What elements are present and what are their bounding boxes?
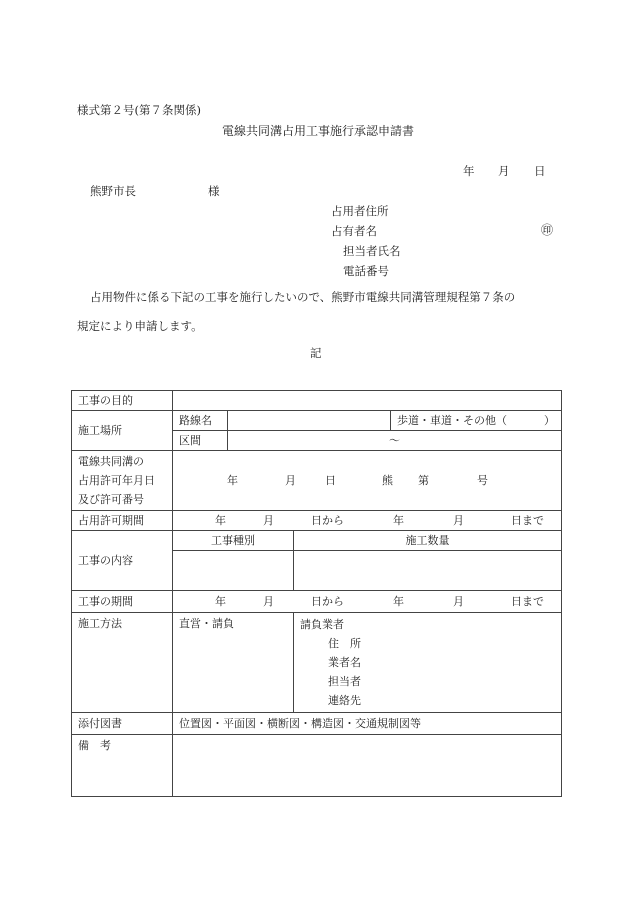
row-content-header <box>72 531 562 551</box>
work-type-header: 工事種別 <box>173 531 294 551</box>
permit-period-month-to: 月 <box>453 513 464 527</box>
permit-label-line-2: 占用許可年月日 <box>78 474 155 487</box>
row-method <box>72 613 562 713</box>
permit-label-line-3: 及び許可番号 <box>78 493 144 506</box>
location-label: 施工場所 <box>72 411 173 451</box>
permit-go: 号 <box>477 473 488 487</box>
permit-month: 月 <box>285 473 296 487</box>
work-type-field[interactable] <box>173 551 294 591</box>
contact-person-label: 担当者氏名 <box>343 244 401 258</box>
road-type-options: 歩道・車道・その他（ <box>397 413 507 427</box>
applicant-name-label: 占有者名 <box>331 224 377 238</box>
permit-day: 日 <box>325 473 336 487</box>
permit-year: 年 <box>227 473 238 487</box>
work-period-label: 工事の期間 <box>72 591 173 613</box>
content-label: 工事の内容 <box>72 531 173 591</box>
body-text-line-1: 占用物件に係る下記の工事を施行したいので、熊野市電線共同溝管理規程第７条の <box>90 290 516 304</box>
addressee-suffix: 様 <box>208 184 220 198</box>
permit-period-field[interactable] <box>173 511 562 531</box>
seal-mark: ㊞ <box>541 223 554 237</box>
permit-kuma: 熊 <box>382 473 393 487</box>
addressee: 熊野市長 <box>90 184 136 198</box>
work-period-year-from: 年 <box>215 594 226 608</box>
date-year-label: 年 <box>463 164 475 178</box>
contractor-address-label: 住 所 <box>328 637 361 650</box>
contractor-contact-label: 連絡先 <box>328 694 361 707</box>
attachments-value: 位置図・平面図・横断図・構造図・交通規制図等 <box>173 713 562 735</box>
remarks-label: 備 考 <box>72 735 173 797</box>
row-attachments <box>72 713 562 735</box>
body-text-line-2: 規定により申請します。 <box>77 319 203 333</box>
work-period-field[interactable] <box>173 591 562 613</box>
road-type-close: ） <box>544 413 555 427</box>
row-location-route <box>72 411 562 431</box>
permit-period-year-from: 年 <box>215 513 226 527</box>
row-purpose <box>72 391 562 411</box>
work-period-month-to: 月 <box>453 594 464 608</box>
row-work-period <box>72 591 562 613</box>
work-period-day-to: 日まで <box>511 594 544 608</box>
row-permit <box>72 451 562 511</box>
date-month-label: 月 <box>498 164 510 178</box>
row-permit-period <box>72 511 562 531</box>
row-remarks <box>72 735 562 797</box>
permit-period-month-from: 月 <box>263 513 274 527</box>
application-form-table <box>71 390 562 797</box>
date-day-label: 日 <box>534 164 546 178</box>
document-title: 電線共同溝占用工事施行承認申請書 <box>222 124 415 138</box>
ki-label: 記 <box>310 346 322 360</box>
section-label: 区間 <box>173 431 228 451</box>
remarks-field[interactable] <box>173 735 562 797</box>
method-options[interactable]: 直営・請負 <box>173 613 294 713</box>
contractor-name-label: 業者名 <box>328 656 361 669</box>
work-quantity-field[interactable] <box>294 551 562 591</box>
purpose-label: 工事の目的 <box>72 391 173 411</box>
method-label: 施工方法 <box>72 613 173 713</box>
section-field[interactable] <box>228 431 562 451</box>
permit-period-label: 占用許可期間 <box>72 511 173 531</box>
work-period-month-from: 月 <box>263 594 274 608</box>
route-label: 路線名 <box>173 411 228 431</box>
purpose-field[interactable] <box>173 391 562 411</box>
road-type-cell[interactable] <box>391 411 562 431</box>
applicant-address-label: 占用者住所 <box>331 204 389 218</box>
phone-label: 電話番号 <box>343 264 389 278</box>
contractor-person-label: 担当者 <box>328 675 361 688</box>
permit-period-year-to: 年 <box>393 513 404 527</box>
contractor-label: 請負業者 <box>300 618 344 631</box>
permit-period-day-to: 日まで <box>511 513 544 527</box>
work-quantity-header: 施工数量 <box>294 531 562 551</box>
work-period-day-from: 日から <box>311 594 344 608</box>
route-field[interactable] <box>228 411 391 431</box>
permit-dai: 第 <box>418 473 429 487</box>
section-tilde: ～ <box>389 433 400 447</box>
permit-label <box>72 451 173 511</box>
contractor-cell[interactable] <box>294 613 562 713</box>
permit-field[interactable] <box>173 451 562 511</box>
permit-period-day-from: 日から <box>311 513 344 527</box>
attachments-label: 添付図書 <box>72 713 173 735</box>
work-period-year-to: 年 <box>393 594 404 608</box>
form-number: 様式第２号(第７条関係) <box>77 103 201 117</box>
permit-label-line-1: 電線共同溝の <box>78 455 144 468</box>
